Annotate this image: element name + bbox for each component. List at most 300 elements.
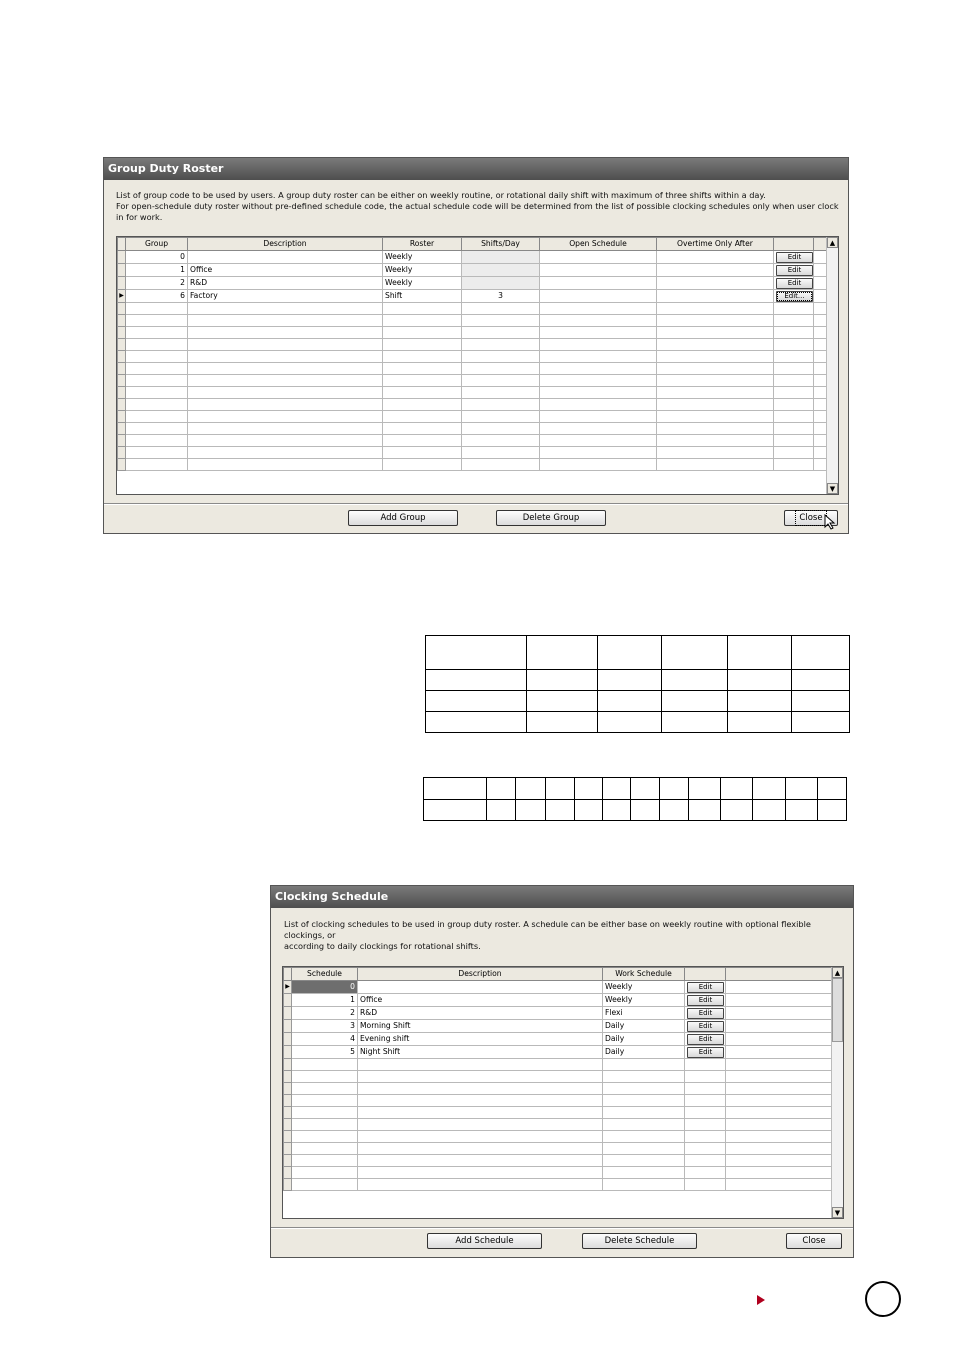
column-header-overtime-after[interactable]: Overtime Only After xyxy=(657,238,774,251)
column-header-open-schedule[interactable]: Open Schedule xyxy=(540,238,657,251)
empty-cell[interactable] xyxy=(726,1083,834,1095)
empty-cell[interactable] xyxy=(685,1179,726,1191)
empty-row[interactable] xyxy=(118,411,829,423)
empty-cell[interactable] xyxy=(774,435,814,447)
table-row[interactable] xyxy=(284,1020,834,1033)
cell-roster[interactable]: Shift xyxy=(383,290,462,303)
column-header-description[interactable]: Description xyxy=(188,238,383,251)
cell-group[interactable]: 0 xyxy=(126,251,188,264)
scroll-thumb[interactable] xyxy=(832,978,843,1042)
table-row[interactable] xyxy=(284,1046,834,1059)
blank-table-2 xyxy=(423,777,847,821)
empty-cell[interactable] xyxy=(726,1107,834,1119)
table-row[interactable] xyxy=(284,1033,834,1046)
empty-cell[interactable] xyxy=(540,387,657,399)
empty-cell[interactable] xyxy=(126,339,188,351)
row-indicator[interactable] xyxy=(118,447,126,459)
empty-cell[interactable] xyxy=(774,387,814,399)
cell-schedule[interactable]: 4 xyxy=(292,1033,358,1046)
edit-button[interactable]: Edit... xyxy=(776,291,813,302)
empty-cell[interactable] xyxy=(657,447,774,459)
empty-cell[interactable] xyxy=(188,339,383,351)
empty-cell[interactable] xyxy=(774,327,814,339)
empty-cell[interactable] xyxy=(540,363,657,375)
scroll-up-icon[interactable]: ▲ xyxy=(832,967,843,978)
empty-cell[interactable] xyxy=(188,375,383,387)
empty-cell[interactable] xyxy=(188,303,383,315)
empty-cell[interactable] xyxy=(126,459,188,471)
empty-cell[interactable] xyxy=(603,1083,685,1095)
row-indicator[interactable] xyxy=(284,1071,292,1083)
empty-cell[interactable] xyxy=(292,1107,358,1119)
empty-cell[interactable] xyxy=(292,1119,358,1131)
empty-cell[interactable] xyxy=(540,447,657,459)
empty-cell[interactable] xyxy=(383,303,462,315)
empty-cell[interactable] xyxy=(188,423,383,435)
empty-cell[interactable] xyxy=(188,351,383,363)
cell-schedule[interactable]: 3 xyxy=(292,1020,358,1033)
cell-work-schedule[interactable]: Weekly xyxy=(603,994,685,1007)
empty-row[interactable] xyxy=(284,1095,834,1107)
empty-row[interactable] xyxy=(118,375,829,387)
empty-row[interactable] xyxy=(118,327,829,339)
table-row[interactable] xyxy=(118,264,829,277)
empty-row[interactable] xyxy=(118,303,829,315)
empty-cell[interactable] xyxy=(726,1167,834,1179)
empty-cell[interactable] xyxy=(603,1071,685,1083)
edit-button[interactable]: Edit xyxy=(776,252,813,263)
row-indicator[interactable] xyxy=(284,1131,292,1143)
edit-button[interactable]: Edit xyxy=(687,1021,724,1032)
empty-cell[interactable] xyxy=(358,1131,603,1143)
cell-schedule[interactable]: 0 xyxy=(292,981,358,994)
row-indicator[interactable] xyxy=(118,303,126,315)
empty-cell[interactable] xyxy=(292,1095,358,1107)
empty-cell[interactable] xyxy=(603,1131,685,1143)
empty-cell[interactable] xyxy=(126,387,188,399)
empty-row[interactable] xyxy=(284,1083,834,1095)
row-indicator[interactable] xyxy=(118,251,126,264)
empty-cell[interactable] xyxy=(126,315,188,327)
empty-cell[interactable] xyxy=(657,435,774,447)
empty-cell[interactable] xyxy=(774,375,814,387)
empty-cell[interactable] xyxy=(540,351,657,363)
table-row[interactable] xyxy=(284,994,834,1007)
empty-cell[interactable] xyxy=(462,375,540,387)
row-indicator[interactable] xyxy=(118,399,126,411)
row-indicator[interactable] xyxy=(284,1046,292,1059)
empty-cell[interactable] xyxy=(188,435,383,447)
empty-row[interactable] xyxy=(118,339,829,351)
empty-cell[interactable] xyxy=(462,363,540,375)
empty-row[interactable] xyxy=(118,447,829,459)
page-number-circle xyxy=(865,1281,901,1317)
empty-cell[interactable] xyxy=(292,1179,358,1191)
row-indicator[interactable] xyxy=(284,1033,292,1046)
cell-work-schedule[interactable]: Flexi xyxy=(603,1007,685,1020)
empty-row[interactable] xyxy=(118,315,829,327)
empty-cell[interactable] xyxy=(685,1119,726,1131)
empty-cell[interactable] xyxy=(685,1071,726,1083)
empty-row[interactable] xyxy=(284,1059,834,1071)
close-button[interactable]: Close xyxy=(786,1233,842,1249)
empty-row[interactable] xyxy=(284,1143,834,1155)
empty-cell[interactable] xyxy=(774,447,814,459)
empty-cell[interactable] xyxy=(292,1167,358,1179)
cell-work-schedule[interactable]: Daily xyxy=(603,1046,685,1059)
cell-description[interactable]: Morning Shift xyxy=(358,1020,603,1033)
empty-cell[interactable] xyxy=(774,339,814,351)
row-indicator[interactable] xyxy=(284,1167,292,1179)
empty-row[interactable] xyxy=(118,459,829,471)
row-indicator[interactable] xyxy=(284,1179,292,1191)
cell-work-schedule[interactable]: Weekly xyxy=(603,981,685,994)
empty-cell[interactable] xyxy=(188,399,383,411)
empty-cell[interactable] xyxy=(292,1143,358,1155)
empty-cell[interactable] xyxy=(358,1071,603,1083)
edit-button[interactable]: Edit xyxy=(687,1047,724,1058)
empty-cell[interactable] xyxy=(358,1119,603,1131)
empty-cell[interactable] xyxy=(603,1095,685,1107)
empty-cell[interactable] xyxy=(540,327,657,339)
row-indicator[interactable] xyxy=(284,994,292,1007)
table-row[interactable] xyxy=(284,981,834,994)
empty-cell[interactable] xyxy=(657,339,774,351)
next-page-arrow-icon[interactable] xyxy=(757,1295,765,1305)
empty-cell[interactable] xyxy=(540,375,657,387)
empty-cell[interactable] xyxy=(462,351,540,363)
cell-group[interactable]: 2 xyxy=(126,277,188,290)
cell-description[interactable]: R&D xyxy=(358,1007,603,1020)
row-indicator[interactable] xyxy=(118,435,126,447)
row-indicator[interactable] xyxy=(118,315,126,327)
cell-shifts-day[interactable]: 3 xyxy=(462,290,540,303)
empty-cell[interactable] xyxy=(657,399,774,411)
empty-cell[interactable] xyxy=(774,351,814,363)
delete-schedule-button[interactable]: Delete Schedule xyxy=(582,1233,697,1249)
empty-cell[interactable] xyxy=(358,1107,603,1119)
row-indicator[interactable] xyxy=(284,1107,292,1119)
empty-row[interactable] xyxy=(284,1107,834,1119)
vertical-scrollbar[interactable] xyxy=(826,237,838,494)
row-indicator[interactable] xyxy=(284,1059,292,1071)
scroll-down-icon[interactable]: ▼ xyxy=(827,483,838,494)
empty-row[interactable] xyxy=(118,399,829,411)
empty-cell[interactable] xyxy=(657,351,774,363)
empty-cell[interactable] xyxy=(685,1107,726,1119)
table-row[interactable] xyxy=(118,290,829,303)
cell-overtime-after[interactable] xyxy=(657,290,774,303)
empty-cell[interactable] xyxy=(603,1107,685,1119)
empty-cell[interactable] xyxy=(188,447,383,459)
cell-description[interactable]: R&D xyxy=(188,277,383,290)
cell-overtime-after[interactable] xyxy=(657,277,774,290)
cell-overtime-after[interactable] xyxy=(657,251,774,264)
empty-cell[interactable] xyxy=(685,1167,726,1179)
empty-cell[interactable] xyxy=(383,339,462,351)
empty-cell[interactable] xyxy=(188,387,383,399)
empty-cell[interactable] xyxy=(657,387,774,399)
row-indicator[interactable] xyxy=(284,1083,292,1095)
row-indicator[interactable] xyxy=(284,1155,292,1167)
table-row[interactable] xyxy=(284,1007,834,1020)
empty-cell[interactable] xyxy=(462,387,540,399)
empty-cell[interactable] xyxy=(774,363,814,375)
edit-button[interactable]: Edit xyxy=(776,278,813,289)
empty-cell[interactable] xyxy=(540,411,657,423)
empty-cell[interactable] xyxy=(358,1143,603,1155)
edit-button[interactable]: Edit xyxy=(687,1034,724,1045)
empty-cell[interactable] xyxy=(126,447,188,459)
empty-cell[interactable] xyxy=(292,1083,358,1095)
row-indicator[interactable] xyxy=(118,264,126,277)
cell-description[interactable]: Factory xyxy=(188,290,383,303)
empty-row[interactable] xyxy=(118,423,829,435)
column-header-group[interactable]: Group xyxy=(126,238,188,251)
edit-button[interactable]: Edit xyxy=(687,982,724,993)
cell-group[interactable]: 6 xyxy=(126,290,188,303)
empty-cell[interactable] xyxy=(383,315,462,327)
empty-cell[interactable] xyxy=(603,1155,685,1167)
empty-cell[interactable] xyxy=(383,399,462,411)
empty-cell[interactable] xyxy=(657,423,774,435)
cell-open-schedule[interactable] xyxy=(540,251,657,264)
empty-cell[interactable] xyxy=(383,447,462,459)
row-indicator[interactable] xyxy=(118,327,126,339)
empty-cell[interactable] xyxy=(603,1059,685,1071)
empty-cell[interactable] xyxy=(774,423,814,435)
cell-open-schedule[interactable] xyxy=(540,290,657,303)
empty-cell[interactable] xyxy=(188,459,383,471)
empty-cell[interactable] xyxy=(383,327,462,339)
empty-cell[interactable] xyxy=(462,303,540,315)
cell-open-schedule[interactable] xyxy=(540,264,657,277)
empty-cell[interactable] xyxy=(726,1179,834,1191)
column-header-work-schedule[interactable]: Work Schedule xyxy=(603,968,685,981)
empty-cell[interactable] xyxy=(685,1059,726,1071)
cell-work-schedule[interactable]: Daily xyxy=(603,1033,685,1046)
empty-cell[interactable] xyxy=(292,1071,358,1083)
cell-open-schedule[interactable] xyxy=(540,277,657,290)
empty-row[interactable] xyxy=(284,1167,834,1179)
row-indicator[interactable] xyxy=(118,339,126,351)
empty-cell[interactable] xyxy=(383,363,462,375)
empty-cell[interactable] xyxy=(462,327,540,339)
empty-cell[interactable] xyxy=(657,303,774,315)
empty-cell[interactable] xyxy=(383,351,462,363)
empty-cell[interactable] xyxy=(657,459,774,471)
vertical-scrollbar[interactable] xyxy=(831,967,843,1218)
cell-description[interactable]: Office xyxy=(188,264,383,277)
row-indicator[interactable] xyxy=(284,1007,292,1020)
close-button[interactable]: Close xyxy=(784,510,838,526)
empty-cell[interactable] xyxy=(383,435,462,447)
empty-cell[interactable] xyxy=(603,1143,685,1155)
row-pointer-icon[interactable]: ▶ xyxy=(284,981,292,994)
cell-group[interactable]: 1 xyxy=(126,264,188,277)
cell-work-schedule[interactable]: Daily xyxy=(603,1020,685,1033)
row-indicator[interactable] xyxy=(118,411,126,423)
empty-cell[interactable] xyxy=(358,1167,603,1179)
blank-table-row xyxy=(424,778,847,800)
empty-cell[interactable] xyxy=(685,1095,726,1107)
empty-cell[interactable] xyxy=(774,399,814,411)
row-indicator[interactable] xyxy=(118,387,126,399)
cell-schedule[interactable]: 2 xyxy=(292,1007,358,1020)
empty-row[interactable] xyxy=(284,1071,834,1083)
cell-description[interactable]: Evening shift xyxy=(358,1033,603,1046)
row-indicator[interactable] xyxy=(118,423,126,435)
empty-cell[interactable] xyxy=(657,375,774,387)
row-indicator[interactable] xyxy=(284,1020,292,1033)
schedule-grid xyxy=(282,966,844,1219)
empty-cell[interactable] xyxy=(358,1059,603,1071)
cell-description[interactable]: Night Shift xyxy=(358,1046,603,1059)
empty-cell[interactable] xyxy=(657,411,774,423)
empty-cell[interactable] xyxy=(685,1131,726,1143)
empty-cell[interactable] xyxy=(540,459,657,471)
empty-row[interactable] xyxy=(284,1119,834,1131)
empty-cell[interactable] xyxy=(726,1071,834,1083)
empty-cell[interactable] xyxy=(462,339,540,351)
empty-cell[interactable] xyxy=(685,1155,726,1167)
empty-cell[interactable] xyxy=(726,1143,834,1155)
empty-cell[interactable] xyxy=(126,363,188,375)
empty-cell[interactable] xyxy=(126,423,188,435)
empty-cell[interactable] xyxy=(358,1179,603,1191)
row-indicator[interactable] xyxy=(118,351,126,363)
empty-cell[interactable] xyxy=(774,411,814,423)
empty-cell[interactable] xyxy=(126,351,188,363)
empty-cell[interactable] xyxy=(188,327,383,339)
empty-cell[interactable] xyxy=(383,375,462,387)
empty-cell[interactable] xyxy=(188,315,383,327)
cell-overtime-after[interactable] xyxy=(657,264,774,277)
cell-roster[interactable]: Weekly xyxy=(383,251,462,264)
empty-cell[interactable] xyxy=(774,459,814,471)
empty-cell[interactable] xyxy=(726,1059,834,1071)
empty-cell[interactable] xyxy=(383,423,462,435)
empty-cell[interactable] xyxy=(383,459,462,471)
empty-cell[interactable] xyxy=(774,315,814,327)
empty-cell[interactable] xyxy=(685,1143,726,1155)
empty-cell[interactable] xyxy=(462,447,540,459)
edit-button[interactable]: Edit xyxy=(776,265,813,276)
empty-row[interactable] xyxy=(284,1155,834,1167)
empty-cell[interactable] xyxy=(540,399,657,411)
cell-description[interactable] xyxy=(188,251,383,264)
empty-cell[interactable] xyxy=(685,1083,726,1095)
empty-cell[interactable] xyxy=(726,1155,834,1167)
empty-cell[interactable] xyxy=(462,459,540,471)
empty-cell[interactable] xyxy=(358,1155,603,1167)
empty-row[interactable] xyxy=(118,387,829,399)
empty-cell[interactable] xyxy=(126,411,188,423)
empty-cell[interactable] xyxy=(292,1131,358,1143)
empty-cell[interactable] xyxy=(726,1119,834,1131)
column-header-schedule[interactable]: Schedule xyxy=(292,968,358,981)
empty-row[interactable] xyxy=(118,351,829,363)
empty-cell[interactable] xyxy=(126,435,188,447)
empty-cell[interactable] xyxy=(726,1095,834,1107)
empty-cell[interactable] xyxy=(383,411,462,423)
add-schedule-button[interactable]: Add Schedule xyxy=(427,1233,542,1249)
empty-cell[interactable] xyxy=(540,303,657,315)
column-header-description[interactable]: Description xyxy=(358,968,603,981)
empty-cell[interactable] xyxy=(603,1119,685,1131)
empty-row[interactable] xyxy=(284,1179,834,1191)
cell-schedule[interactable]: 1 xyxy=(292,994,358,1007)
empty-cell[interactable] xyxy=(603,1167,685,1179)
cell-roster[interactable]: Weekly xyxy=(383,264,462,277)
empty-cell[interactable] xyxy=(657,363,774,375)
empty-cell[interactable] xyxy=(462,411,540,423)
empty-cell[interactable] xyxy=(358,1095,603,1107)
empty-cell[interactable] xyxy=(358,1083,603,1095)
empty-cell[interactable] xyxy=(540,315,657,327)
empty-cell[interactable] xyxy=(126,303,188,315)
empty-cell[interactable] xyxy=(383,387,462,399)
edit-button[interactable]: Edit xyxy=(687,995,724,1006)
row-pointer-icon[interactable]: ▶ xyxy=(118,290,126,303)
column-header-roster[interactable]: Roster xyxy=(383,238,462,251)
empty-cell[interactable] xyxy=(540,423,657,435)
table-row[interactable] xyxy=(118,277,829,290)
row-indicator[interactable] xyxy=(118,375,126,387)
empty-cell[interactable] xyxy=(540,339,657,351)
empty-cell[interactable] xyxy=(603,1179,685,1191)
empty-row[interactable] xyxy=(118,435,829,447)
empty-cell[interactable] xyxy=(657,315,774,327)
empty-cell[interactable] xyxy=(126,327,188,339)
empty-cell[interactable] xyxy=(462,315,540,327)
delete-group-button[interactable]: Delete Group xyxy=(496,510,606,526)
empty-cell[interactable] xyxy=(657,327,774,339)
empty-cell[interactable] xyxy=(292,1155,358,1167)
empty-cell[interactable] xyxy=(292,1059,358,1071)
empty-row[interactable] xyxy=(118,363,829,375)
scroll-up-icon[interactable]: ▲ xyxy=(827,237,838,248)
empty-cell[interactable] xyxy=(774,303,814,315)
empty-cell[interactable] xyxy=(126,375,188,387)
row-indicator[interactable] xyxy=(118,459,126,471)
empty-cell[interactable] xyxy=(462,399,540,411)
empty-cell[interactable] xyxy=(462,435,540,447)
add-group-button[interactable]: Add Group xyxy=(348,510,458,526)
empty-cell[interactable] xyxy=(188,411,383,423)
row-indicator[interactable] xyxy=(284,1119,292,1131)
empty-cell[interactable] xyxy=(462,423,540,435)
cell-action xyxy=(685,1046,726,1059)
empty-cell[interactable] xyxy=(126,399,188,411)
row-indicator[interactable] xyxy=(118,363,126,375)
empty-cell[interactable] xyxy=(188,363,383,375)
empty-row[interactable] xyxy=(284,1131,834,1143)
cell-schedule[interactable]: 5 xyxy=(292,1046,358,1059)
empty-cell[interactable] xyxy=(726,1131,834,1143)
cell-roster[interactable]: Weekly xyxy=(383,277,462,290)
scroll-down-icon[interactable]: ▼ xyxy=(832,1207,843,1218)
empty-cell[interactable] xyxy=(540,435,657,447)
cell-description[interactable] xyxy=(358,981,603,994)
cell-description[interactable]: Office xyxy=(358,994,603,1007)
edit-button[interactable]: Edit xyxy=(687,1008,724,1019)
row-indicator[interactable] xyxy=(118,277,126,290)
column-header-shifts-day[interactable]: Shifts/Day xyxy=(462,238,540,251)
row-indicator[interactable] xyxy=(284,1095,292,1107)
row-indicator[interactable] xyxy=(284,1143,292,1155)
table-row[interactable] xyxy=(118,251,829,264)
